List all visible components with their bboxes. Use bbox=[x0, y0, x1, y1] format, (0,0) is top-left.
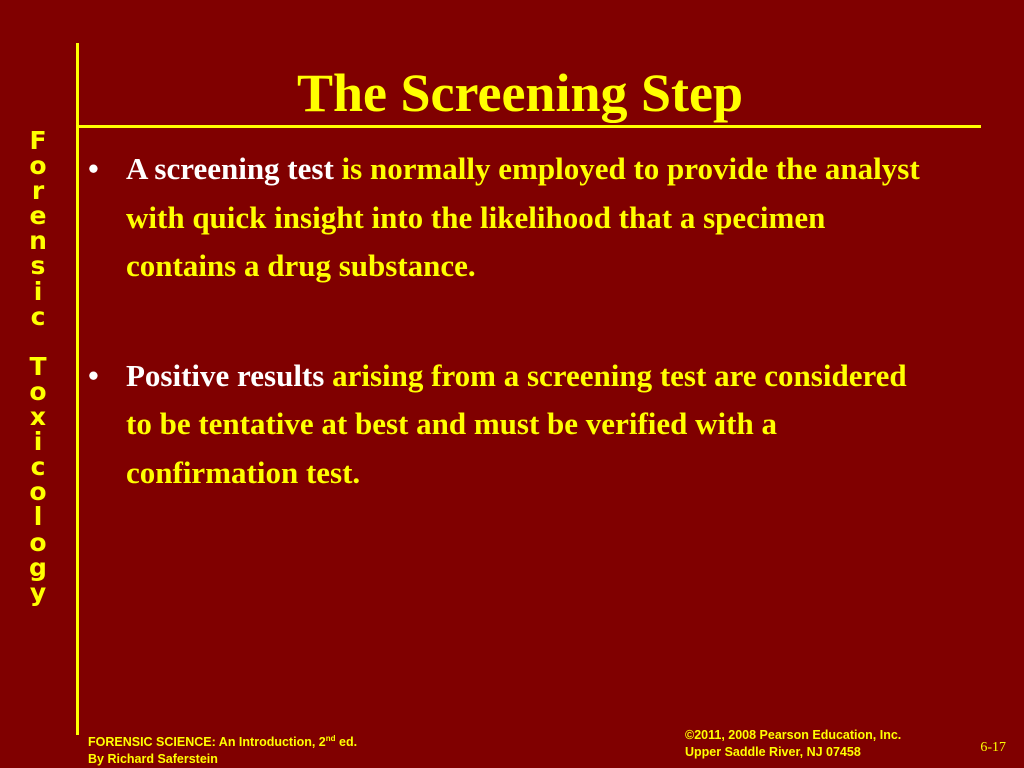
bullet-lead-text: Positive results bbox=[126, 357, 325, 393]
side-label-char bbox=[8, 329, 68, 354]
side-label-char: n bbox=[29, 226, 47, 256]
side-label-char: o bbox=[29, 151, 47, 181]
side-label-char: g bbox=[29, 552, 47, 582]
bullet-symbol: • bbox=[88, 151, 99, 186]
side-label-char: F bbox=[29, 126, 47, 155]
footer-book-title: FORENSIC SCIENCE: An Introduction, 2nd ed. bbox=[88, 734, 358, 750]
footer-author: By Richard Saferstein bbox=[88, 752, 218, 767]
bullet-body-text: arising from a screening test are considered to be tentative at best and must be verified with a confirmation test. bbox=[126, 357, 907, 490]
side-label-char: i bbox=[33, 276, 43, 306]
side-label-char: x bbox=[29, 402, 47, 432]
bullet-body-text: is normally employed to provide the analyst with quick insight into the likelihood that a specimen contains a drug substance. bbox=[126, 151, 920, 283]
side-label-char: o bbox=[29, 477, 47, 507]
side-label-char: s bbox=[30, 251, 46, 281]
footer-copyright-info bbox=[685, 727, 901, 761]
side-label-char: l bbox=[33, 502, 43, 532]
footer-copyright: ©2011, 2008 Pearson Education, Inc. bbox=[685, 728, 902, 742]
bullet-symbol: • bbox=[88, 357, 99, 393]
vertical-rule bbox=[76, 43, 79, 735]
footer-book-info bbox=[88, 730, 357, 768]
side-label-char: c bbox=[30, 452, 46, 482]
side-label-char: T bbox=[29, 351, 47, 381]
side-label-char: e bbox=[29, 201, 47, 231]
side-label-vertical bbox=[0, 128, 76, 768]
side-label-char: r bbox=[31, 176, 45, 206]
bullet-item bbox=[88, 352, 928, 498]
side-label-char: i bbox=[33, 427, 43, 457]
side-label-char: c bbox=[30, 301, 46, 331]
side-label-char: o bbox=[29, 527, 47, 557]
slide-title: The Screening Step bbox=[296, 63, 744, 123]
side-label-char: y bbox=[29, 577, 47, 607]
bullet-lead-text: A screening test bbox=[126, 151, 334, 186]
footer-address: Upper Saddle River, NJ 07458 bbox=[685, 745, 861, 759]
bullet-item bbox=[88, 145, 928, 291]
bullet-list bbox=[88, 145, 928, 497]
page-number: 6-17 bbox=[980, 740, 1006, 755]
side-label-char: o bbox=[29, 376, 47, 406]
